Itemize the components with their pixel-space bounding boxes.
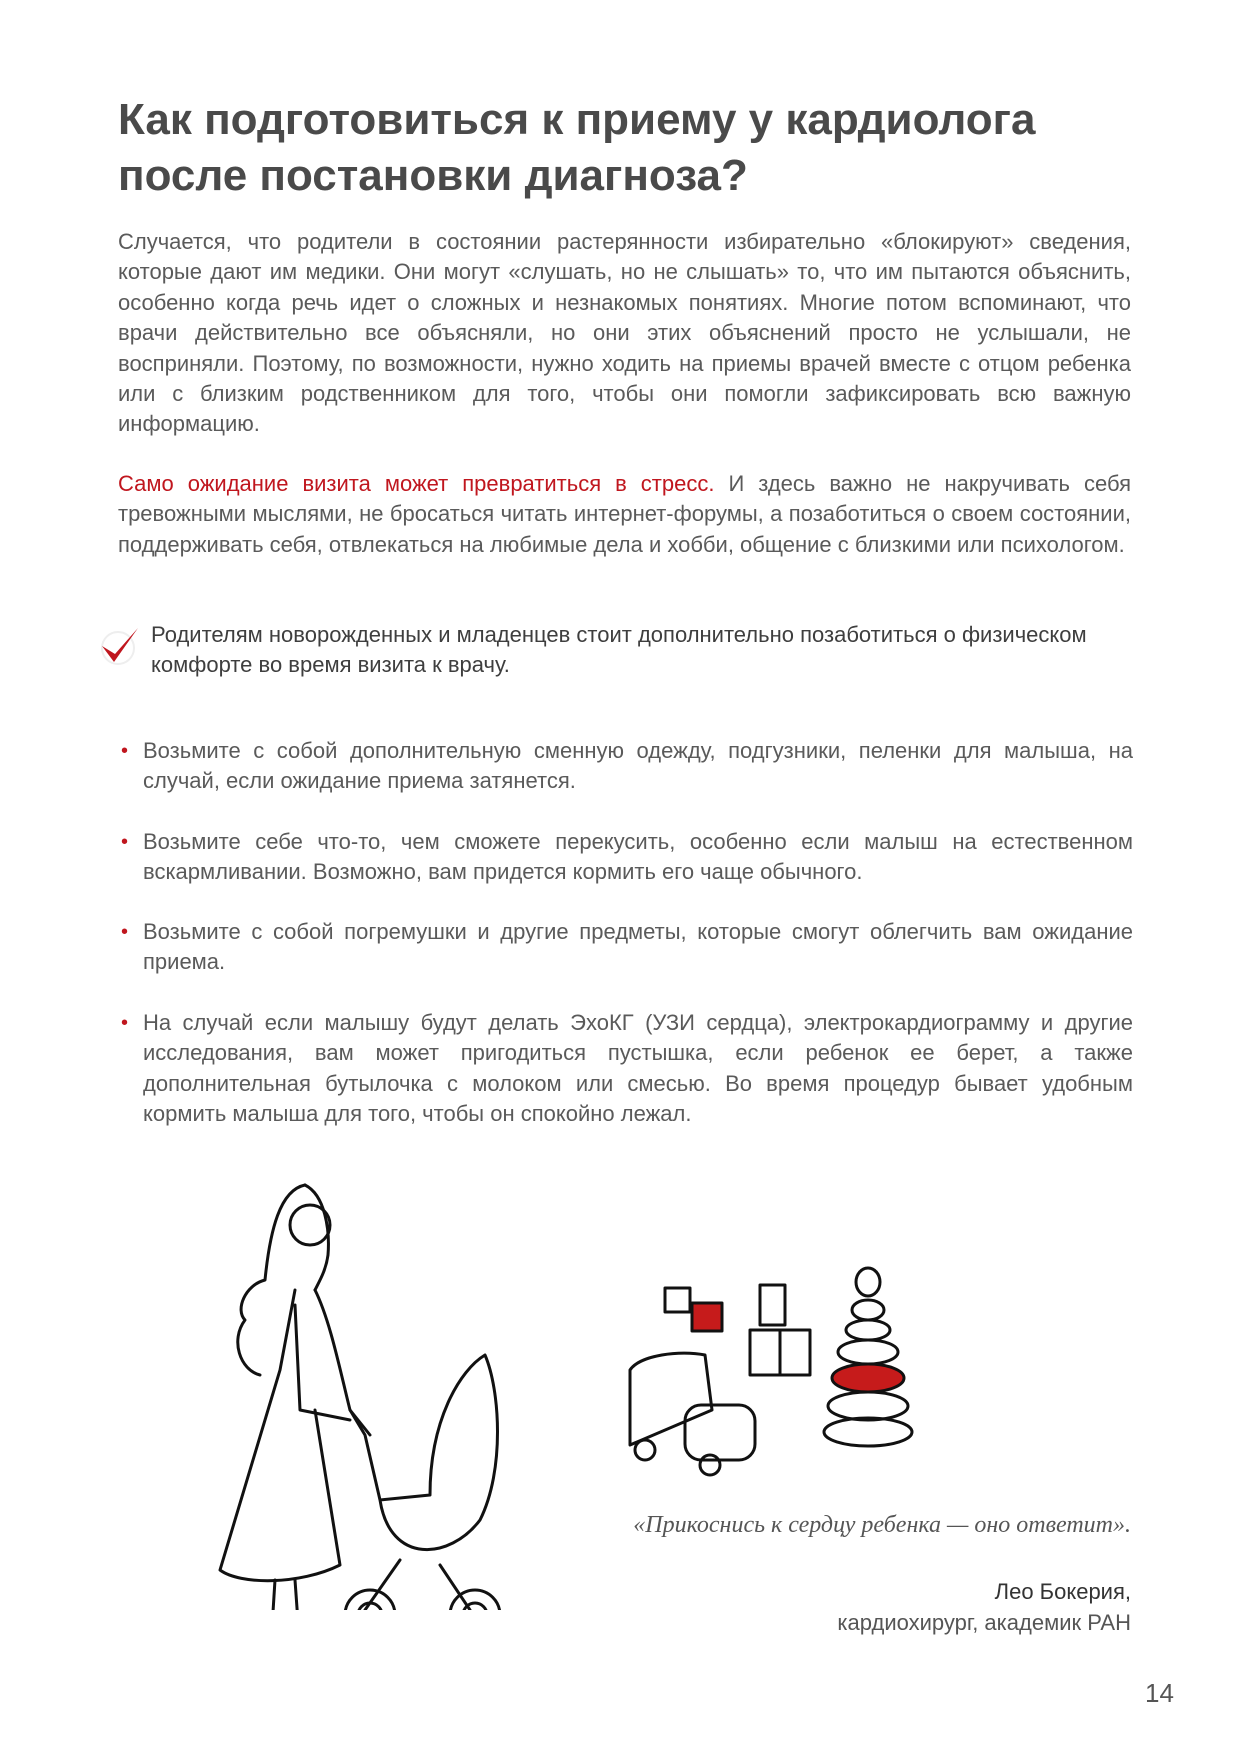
author-role: кардиохирург, академик РАН: [837, 1610, 1131, 1635]
page-number: 14: [1145, 1678, 1174, 1708]
list-item-text: Возьмите с собой погремушки и другие предметы, которые смогут облегчить вам ожидание приема.: [143, 919, 1133, 975]
list-item: [121, 827, 1133, 888]
stress-highlight: Само ожидание визита может превратиться в стресс.: [118, 471, 715, 496]
list-item: [121, 917, 1133, 978]
quote: «Прикоснись к сердцу ребенка — оно ответит».: [633, 1512, 1131, 1538]
intro-paragraph: Случается, что родители в состоянии растерянности избирательно «блокируют» сведения, которые дают им медики. Они могут «слушать, но не слышать» то, что им пытаются объяснить, особенно когда речь идет о сложных и незнакомых понятиях. Многие потом вспоминают, что врачи действительно все объясняли, но они этих объяснений просто не услышали, не восприняли. Поэтому, по возможности, нужно ходить на приемы врачей вместе с отцом ребенка или с близким родственником для того, чтобы они помогли зафиксировать всю важную информацию.: [118, 229, 1131, 437]
bullet-marker: •: [121, 1012, 129, 1034]
checkmark-icon: [98, 624, 142, 668]
list-item-text: На случай если малышу будут делать ЭхоКГ (УЗИ сердца), электрокардиограмму и другие исследования, вам может пригодиться пустышка, если ребенок ее берет, а также дополнительная бутылочка с молоком или смесью. Во время процедур бывает удобным кормить малыша для того, чтобы он спокойно лежал.: [143, 1010, 1133, 1127]
callout-text: Родителям новорожденных и младенцев стоит дополнительно позаботиться о физическом комфорте во время визита к врачу.: [151, 622, 1087, 678]
list-item: [121, 736, 1133, 797]
stress-text: И здесь важно не накручивать себя тревожными мыслями, не бросаться читать интернет-форумы, а позаботиться о своем состоянии, поддерживать себя, отвлекаться на любимые дела и хобби, общение с близкими или психологом.: [118, 471, 1131, 557]
author-name: Лео Бокерия,: [994, 1579, 1131, 1604]
page-title: Как подготовиться к приему у кардиолога после постановки диагноза?: [118, 95, 1036, 200]
bullet-marker: •: [121, 740, 129, 762]
list-item-text: Возьмите себе что-то, чем сможете перекусить, особенно если малыш на естественном вскармливании. Возможно, вам придется кормить его чаще обычного.: [143, 829, 1133, 885]
quote-author: [837, 1576, 1131, 1638]
list-item: [121, 1008, 1133, 1130]
mother-stroller-toys-illustration: [200, 1170, 940, 1610]
stress-paragraph: [118, 469, 1131, 560]
bullet-marker: •: [121, 831, 129, 853]
list-item-text: Возьмите с собой дополнительную сменную одежду, подгузники, пеленки для малыша, на случай, если ожидание приема затянется.: [143, 738, 1133, 794]
bullet-marker: •: [121, 921, 129, 943]
